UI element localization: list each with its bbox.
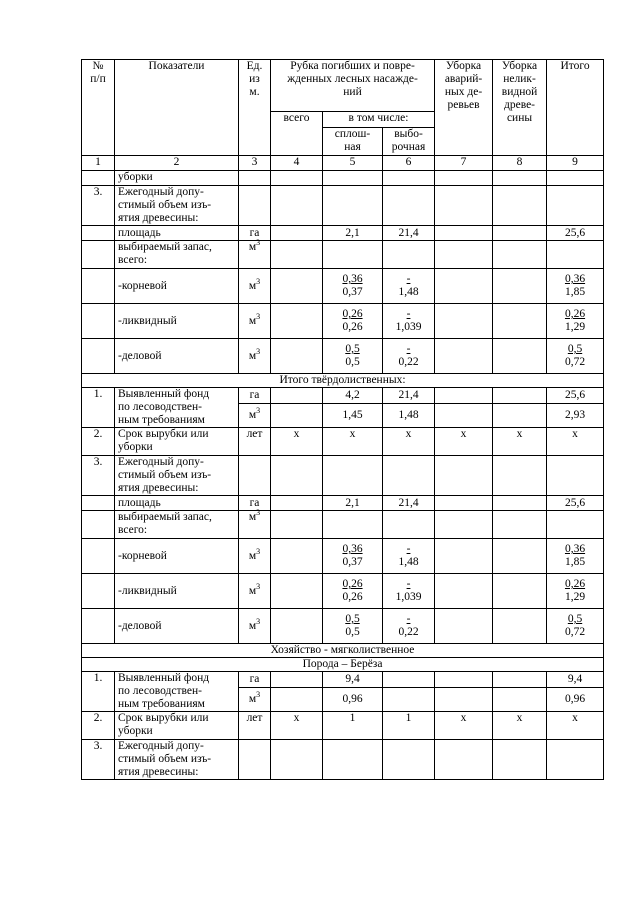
table-cell [435,539,493,574]
table-cell: 0,96 [323,688,383,712]
table-cell [435,171,493,186]
table-cell [383,539,435,574]
table-cell: х [435,428,493,456]
table-cell [323,171,383,186]
column-number: 1 [82,156,115,171]
table-cell [82,511,115,539]
table-row-fraction [82,269,604,304]
table-cell: 21,4 [383,496,435,511]
fraction-numerator: 0,36 [342,273,363,285]
table-cell: 9,4 [323,672,383,688]
section-row [82,644,604,658]
table-row [82,456,604,496]
table-cell: Ежегодный допу- стимый объем изъ- ятия древесины: [115,456,239,496]
header-unit: Ед. из м. [239,60,271,156]
fraction-denominator: 0,26 [342,591,363,603]
table-cell: уборки [115,171,239,186]
table-cell: Выявленный фонд по лесоводствен- ным требованиям [115,388,239,428]
table-cell: 4,2 [323,388,383,404]
table-cell: -ликвидный [115,304,239,339]
table-cell: 2,1 [323,226,383,241]
fraction-numerator: - [406,578,411,590]
table-cell [271,404,323,428]
table-cell [271,388,323,404]
table-cell [239,456,271,496]
table-cell [435,511,493,539]
table-cell [383,740,435,780]
table-cell: $м^3$ [239,609,271,644]
fraction-numerator: 0,36 [342,543,363,555]
table-cell: 25,6 [547,496,604,511]
table-cell: Ежегодный допу- стимый объем изъ- ятия древесины: [115,186,239,226]
table-cell [323,740,383,780]
table-cell [435,269,493,304]
table-cell [323,539,383,574]
table-cell [493,511,547,539]
fraction-denominator: 1,039 [395,591,422,603]
table-row [82,511,604,539]
table-cell [82,226,115,241]
fraction-numerator: 0,26 [342,308,363,320]
table-cell [435,574,493,609]
table-cell [323,609,383,644]
table-cell [323,574,383,609]
table-cell [493,186,547,226]
table-cell: х [383,428,435,456]
table-cell: $м^3$ [239,304,271,339]
table-row-fraction [82,539,604,574]
column-number: 7 [435,156,493,171]
table-cell: 2,93 [547,404,604,428]
table-row [82,388,604,404]
table-cell [323,456,383,496]
table-cell [82,269,115,304]
table-cell [271,496,323,511]
table-cell: $м^3$ [239,269,271,304]
table-cell: га [239,496,271,511]
table-cell: га [239,388,271,404]
header-no: № п/п [82,60,115,156]
table-cell [271,574,323,609]
table-cell [435,688,493,712]
table-cell [547,186,604,226]
table-cell [493,688,547,712]
table-cell [383,609,435,644]
column-number: 8 [493,156,547,171]
table-cell [383,456,435,496]
header-felling: Рубка погибших и повре- жденных лесных насажде- ний [271,60,435,112]
fraction-numerator: 0,26 [564,578,586,590]
forest-felling-table [81,59,604,780]
table-cell [82,574,115,609]
section-title: Итого твёрдолиственных: [82,374,604,388]
fraction-numerator: - [406,343,411,355]
table-cell [82,539,115,574]
table-cell [547,241,604,269]
fraction-numerator: 0,5 [567,613,583,625]
table-cell [82,241,115,269]
table-cell [547,740,604,780]
table-cell: 3. [82,186,115,226]
table-row [82,740,604,780]
header-clear: сплош- ная [323,128,383,156]
column-number: 6 [383,156,435,171]
table-cell: $м^3$ [239,339,271,374]
table-cell [547,456,604,496]
fraction-numerator: 0,26 [342,578,363,590]
section-row [82,374,604,388]
header-emergency: Уборка аварий- ных де- ревьев [435,60,493,156]
fraction-denominator: 1,48 [398,286,419,298]
table-row [82,672,604,688]
table-cell: 25,6 [547,388,604,404]
fraction-numerator: 0,5 [567,343,583,355]
table-cell [547,574,604,609]
fraction-numerator: 0,26 [564,308,586,320]
table-cell: х [323,428,383,456]
table-cell [271,339,323,374]
section-row [82,658,604,672]
table-cell [547,539,604,574]
table-cell: $м^3$ [239,404,271,428]
table-cell: $м^3$ [239,241,271,269]
table-cell [323,269,383,304]
table-cell [547,269,604,304]
table-cell: 1,48 [383,404,435,428]
table-cell: площадь [115,226,239,241]
table-cell: 9,4 [547,672,604,688]
column-number: 4 [271,156,323,171]
table-cell: 1. [82,672,115,712]
fraction-numerator: 0,36 [564,543,586,555]
table-cell: х [493,428,547,456]
table-cell: 2,1 [323,496,383,511]
table-cell [323,511,383,539]
column-numbers-row [82,156,604,171]
fraction-denominator: 0,5 [345,626,360,638]
table-cell: лет [239,428,271,456]
table-cell [323,186,383,226]
fraction-denominator: 1,85 [564,556,586,568]
table-row [82,186,604,226]
table-cell: 3. [82,456,115,496]
table-cell [435,304,493,339]
table-cell [493,609,547,644]
table-cell [493,539,547,574]
table-cell [239,740,271,780]
column-number: 5 [323,156,383,171]
table-cell: -корневой [115,539,239,574]
fraction-denominator: 1,48 [398,556,419,568]
table-cell: 1,45 [323,404,383,428]
table-cell: 0,96 [547,688,604,712]
table-cell: -ликвидный [115,574,239,609]
table-cell [383,186,435,226]
table-cell [435,339,493,374]
table-cell [547,171,604,186]
fraction-numerator: - [406,543,411,555]
table-cell [493,740,547,780]
table-cell [435,672,493,688]
table-cell: 2. [82,428,115,456]
table-cell [383,672,435,688]
table-cell: 25,6 [547,226,604,241]
table-row-fraction [82,304,604,339]
table-cell [493,672,547,688]
table-cell: х [271,712,323,740]
table-cell: выбираемый запас, всего: [115,241,239,269]
table-cell: Срок вырубки или уборки [115,712,239,740]
table-cell: Выявленный фонд по лесоводствен- ным требованиям [115,672,239,712]
table-cell [271,171,323,186]
table-cell [82,339,115,374]
table-cell [547,304,604,339]
table-cell [547,511,604,539]
table-cell [271,672,323,688]
table-cell [82,496,115,511]
table-cell [271,304,323,339]
table-cell [547,339,604,374]
table-cell [435,226,493,241]
table-cell [323,241,383,269]
table-cell [383,511,435,539]
table-cell [493,171,547,186]
table-cell [271,688,323,712]
fraction-numerator: 0,5 [345,613,360,625]
table-cell: га [239,226,271,241]
table-cell: 3. [82,740,115,780]
table-body [82,171,604,780]
table-cell: 2. [82,712,115,740]
table-row [82,241,604,269]
fraction-denominator: 1,29 [564,591,586,603]
table-cell [435,496,493,511]
fraction-denominator: 1,85 [564,286,586,298]
table-cell [435,388,493,404]
table-cell [435,241,493,269]
fraction-numerator: 0,5 [345,343,360,355]
table-cell [271,226,323,241]
table-cell [271,609,323,644]
table-cell: х [435,712,493,740]
table-cell: га [239,672,271,688]
section-title: Хозяйство - мягколиственное [82,644,604,658]
header-selective: выбо- рочная [383,128,435,156]
header-incl: в том числе: [323,112,435,128]
table-cell: Срок вырубки или уборки [115,428,239,456]
table-cell: $м^3$ [239,511,271,539]
table-row [82,712,604,740]
table-cell [493,574,547,609]
table-cell: Ежегодный допу- стимый объем изъ- ятия древесины: [115,740,239,780]
table-cell [239,186,271,226]
table-cell [239,171,271,186]
header-indicators: Показатели [115,60,239,156]
table-cell [271,241,323,269]
table-cell [323,339,383,374]
table-cell: 1 [383,712,435,740]
table-cell [271,269,323,304]
table-cell [82,171,115,186]
table-cell: х [493,712,547,740]
header-nonliquid: Уборка нелик- видной древе- сины [493,60,547,156]
table-row-fraction [82,574,604,609]
table-cell [435,404,493,428]
fraction-denominator: 0,22 [398,356,419,368]
table-cell: лет [239,712,271,740]
table-cell [323,304,383,339]
table-cell [383,574,435,609]
fraction-numerator: - [406,613,411,625]
table-cell [435,609,493,644]
table-cell: 1 [323,712,383,740]
fraction-denominator: 1,29 [564,321,586,333]
table-cell [271,186,323,226]
table-cell: $м^3$ [239,539,271,574]
table-cell [493,226,547,241]
table-cell [493,496,547,511]
table-cell: -корневой [115,269,239,304]
table-cell [493,388,547,404]
header-total-all: всего [271,112,323,156]
table-cell: -деловой [115,609,239,644]
table-cell: -деловой [115,339,239,374]
fraction-denominator: 0,37 [342,556,363,568]
table-cell: выбираемый запас, всего: [115,511,239,539]
table-row [82,428,604,456]
table-cell [383,171,435,186]
table-cell [493,269,547,304]
section-title: Порода – Берёза [82,658,604,672]
fraction-denominator: 0,5 [345,356,360,368]
table-row [82,496,604,511]
table-cell [383,339,435,374]
table-cell [383,304,435,339]
table-cell [435,186,493,226]
table-row [82,226,604,241]
table-cell [493,304,547,339]
table-cell [271,456,323,496]
fraction-denominator: 0,72 [564,626,586,638]
table-cell: 21,4 [383,226,435,241]
fraction-numerator: 0,36 [564,273,586,285]
table-cell [493,404,547,428]
table-row [82,171,604,186]
table-row-fraction [82,339,604,374]
table-cell: $м^3$ [239,574,271,609]
fraction-numerator: - [406,308,411,320]
table-cell: х [547,712,604,740]
header-total: Итого [547,60,604,156]
table-cell: площадь [115,496,239,511]
table-cell: 21,4 [383,388,435,404]
fraction-denominator: 1,039 [395,321,422,333]
table-cell [493,339,547,374]
fraction-denominator: 0,72 [564,356,586,368]
table-cell [547,609,604,644]
table-cell [435,740,493,780]
column-number: 3 [239,156,271,171]
table-cell [82,609,115,644]
table-cell [435,456,493,496]
fraction-denominator: 0,22 [398,626,419,638]
table-cell: х [547,428,604,456]
table-cell [493,456,547,496]
table-row-fraction [82,609,604,644]
table-cell [271,511,323,539]
column-number: 9 [547,156,604,171]
fraction-denominator: 0,37 [342,286,363,298]
table-cell [383,241,435,269]
table-cell: $м^3$ [239,688,271,712]
table-cell [383,269,435,304]
table-cell [493,241,547,269]
fraction-denominator: 0,26 [342,321,363,333]
table-cell: х [271,428,323,456]
table-cell [82,304,115,339]
table-cell [271,740,323,780]
table-cell [271,539,323,574]
table-cell [383,688,435,712]
column-number: 2 [115,156,239,171]
fraction-numerator: - [406,273,411,285]
table-cell: 1. [82,388,115,428]
